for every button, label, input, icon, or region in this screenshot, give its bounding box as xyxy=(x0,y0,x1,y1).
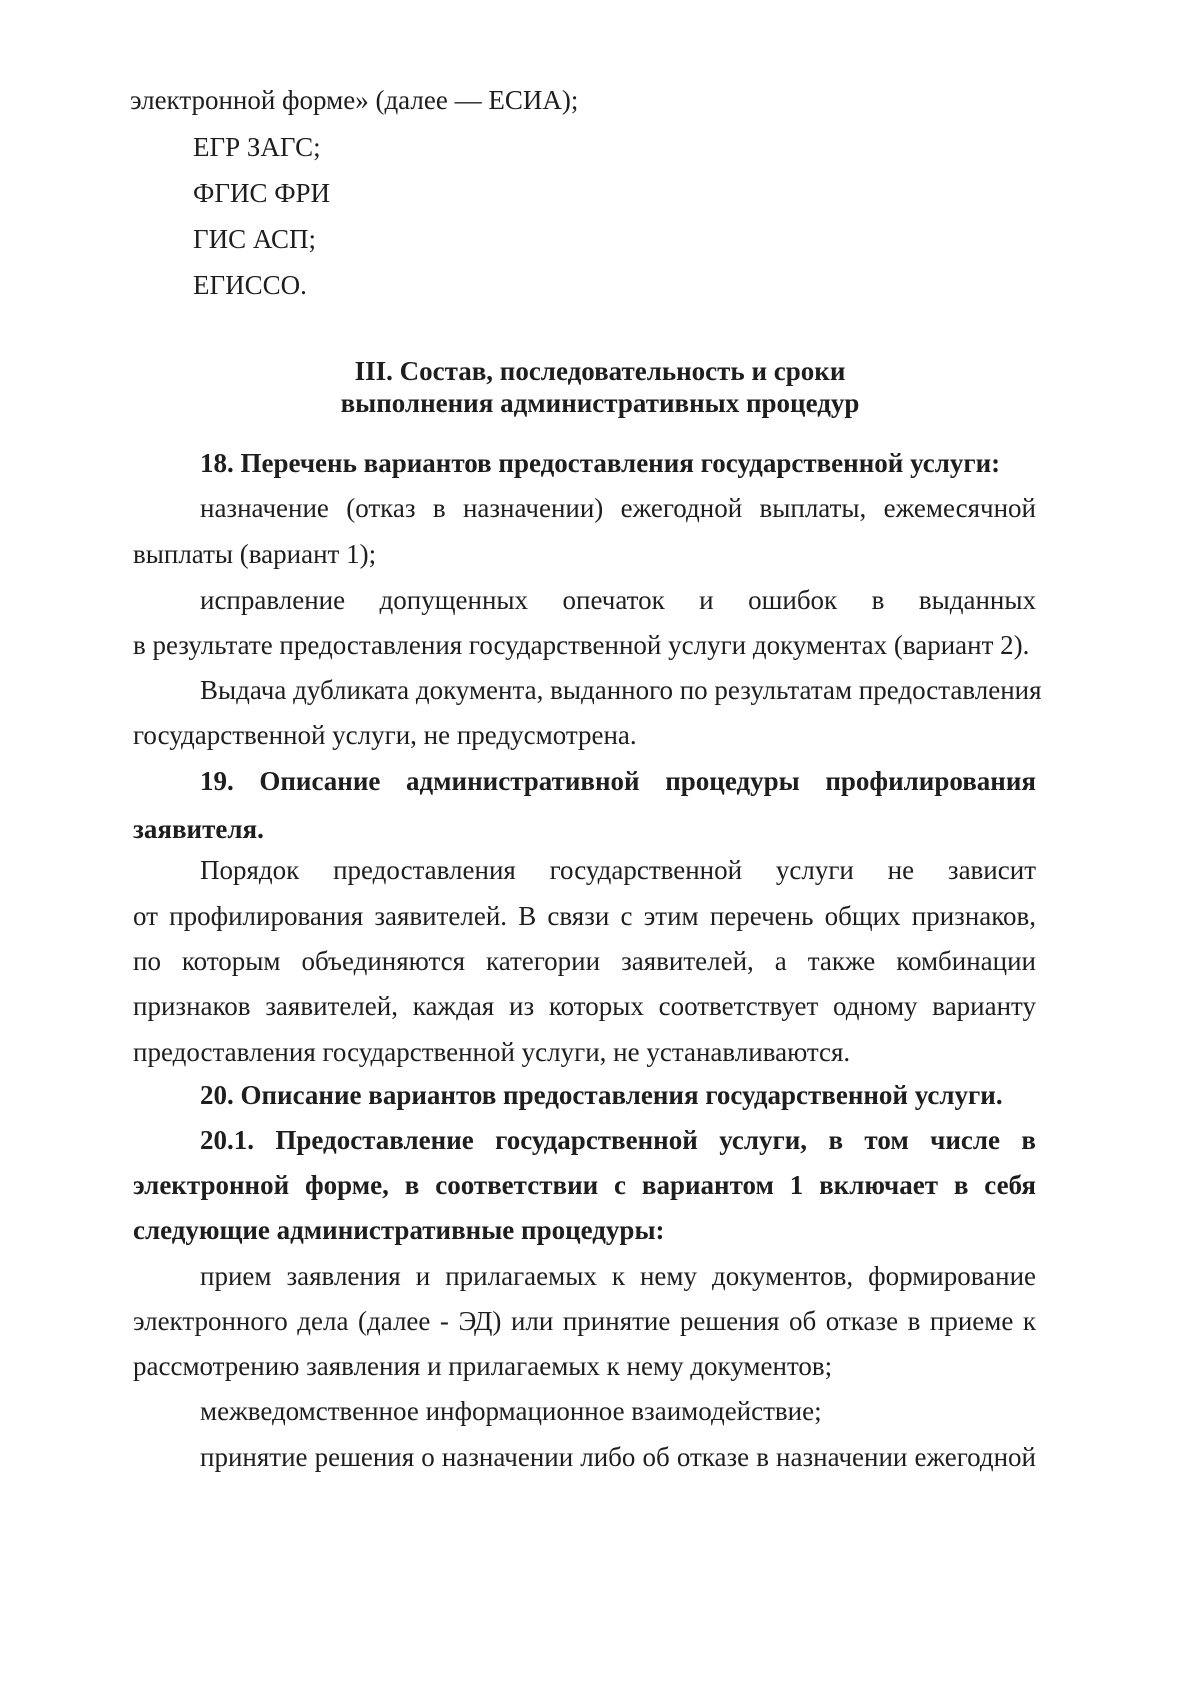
item-20-1-heading-line-3: следующие административные процедуры: xyxy=(133,1215,665,1245)
item-18-duplicate-note-line-1: Выдача дубликата документа, выданного по результатам предоставления xyxy=(200,675,1042,705)
item-19-body-line-3: по которым объединяются категории заявителей, а также комбинации xyxy=(133,946,1036,976)
item-20-1-heading-line-1: 20.1. Предоставление государственной услуги, в том числе в xyxy=(200,1125,1036,1155)
item-18-duplicate-note-line-2: государственной услуги, не предусмотрена. xyxy=(133,720,637,750)
system-item-egr-zags: ЕГР ЗАГС; xyxy=(193,132,321,162)
section-heading-line-1: III. Состав, последовательность и сроки xyxy=(354,356,846,386)
item-20-1-heading-line-2: электронной форме, в соответствии с вариантом 1 включает в себя xyxy=(133,1170,1036,1200)
item-18-variant-2-line-2: в результате предоставления государственной услуги документах (вариант 2). xyxy=(133,630,1030,660)
procedure-1-line-3: рассмотрению заявления и прилагаемых к нему документов; xyxy=(133,1351,833,1381)
item-18-variant-2-line-1: исправление допущенных опечаток и ошибок в выданных xyxy=(200,585,1036,615)
procedure-1-line-2: электронного дела (далее - ЭД) или принятие решения об отказе в приеме к xyxy=(133,1306,1036,1336)
item-20-heading: 20. Описание вариантов предоставления государственной услуги. xyxy=(200,1080,1003,1110)
intro-tail-line: электронной форме» (далее — ЕСИА); xyxy=(130,85,579,115)
item-19-body-line-1: Порядок предоставления государственной услуги не зависит xyxy=(200,855,1036,885)
item-18-heading: 18. Перечень вариантов предоставления государственной услуги: xyxy=(200,448,1001,478)
section-heading-line-2: выполнения административных процедур xyxy=(340,388,860,418)
item-19-body-line-4: признаков заявителей, каждая из которых соответствует одному варианту xyxy=(133,991,1036,1021)
system-item-egisso: ЕГИССО. xyxy=(193,270,307,300)
item-19-heading-line-1: 19. Описание административной процедуры профилирования xyxy=(200,766,1036,796)
item-18-variant-1-line-2: выплаты (вариант 1); xyxy=(133,539,377,569)
item-19-body-line-5: предоставления государственной услуги, не устанавливаются. xyxy=(133,1037,851,1067)
item-19-body-line-2: от профилирования заявителей. В связи с этим перечень общих признаков, xyxy=(133,901,1036,931)
item-19-heading-line-2: заявителя. xyxy=(133,814,264,844)
system-item-fgis-fri: ФГИС ФРИ xyxy=(193,178,331,208)
procedure-3-line-1: принятие решения о назначении либо об отказе в назначении ежегодной xyxy=(200,1442,1036,1472)
procedure-2-line-1: межведомственное информационное взаимодействие; xyxy=(200,1396,822,1426)
system-item-gis-asp: ГИС АСП; xyxy=(193,224,317,254)
item-18-variant-1-line-1: назначение (отказ в назначении) ежегодной выплаты, ежемесячной xyxy=(200,493,1036,523)
procedure-1-line-1: прием заявления и прилагаемых к нему документов, формирование xyxy=(200,1261,1036,1291)
